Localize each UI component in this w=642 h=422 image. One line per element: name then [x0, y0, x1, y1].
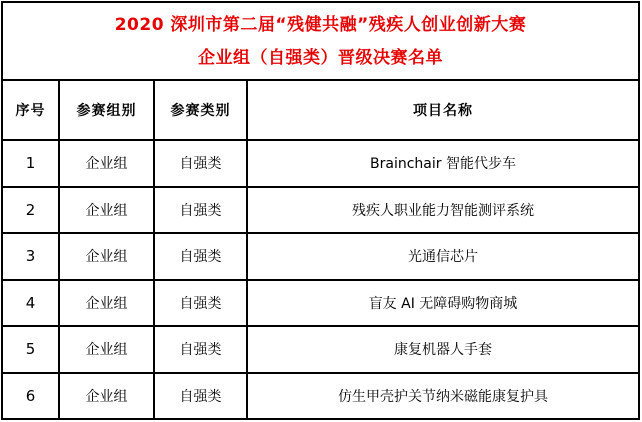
cell-category: 自强类 [154, 326, 247, 373]
col-header-category: 参赛类别 [154, 80, 247, 140]
cell-category: 自强类 [154, 373, 247, 420]
table-row [2, 280, 639, 327]
col-header-project: 项目名称 [247, 80, 639, 140]
table-row [2, 233, 639, 280]
cell-project: 康复机器人手套 [247, 326, 639, 373]
cell-category: 自强类 [154, 233, 247, 280]
cell-group: 企业组 [59, 140, 154, 187]
title-row [2, 2, 639, 80]
cell-seq: 3 [2, 233, 59, 280]
cell-group: 企业组 [59, 373, 154, 420]
col-header-group: 参赛组别 [59, 80, 154, 140]
cell-seq: 4 [2, 280, 59, 327]
cell-group: 企业组 [59, 233, 154, 280]
cell-project: 仿生甲壳护关节纳米磁能康复护具 [247, 373, 639, 420]
table-row [2, 326, 639, 373]
header-row [2, 80, 639, 140]
cell-seq: 1 [2, 140, 59, 187]
cell-category: 自强类 [154, 280, 247, 327]
cell-seq: 6 [2, 373, 59, 420]
finalist-table [1, 1, 640, 420]
cell-project: 残疾人职业能力智能测评系统 [247, 187, 639, 234]
table-row [2, 373, 639, 420]
title-line-1: 2020 深圳市第二届“残健共融”残疾人创业创新大赛 [114, 15, 527, 35]
title-line-2: 企业组（自强类）晋级决赛名单 [198, 48, 443, 68]
cell-seq: 2 [2, 187, 59, 234]
cell-category: 自强类 [154, 140, 247, 187]
cell-seq: 5 [2, 326, 59, 373]
table-row [2, 187, 639, 234]
cell-group: 企业组 [59, 187, 154, 234]
cell-group: 企业组 [59, 326, 154, 373]
table-row [2, 140, 639, 187]
col-header-seq: 序号 [2, 80, 59, 140]
cell-project: 盲友 AI 无障碍购物商城 [247, 280, 639, 327]
cell-category: 自强类 [154, 187, 247, 234]
cell-group: 企业组 [59, 280, 154, 327]
table-title-cell [2, 2, 639, 80]
cell-project: Brainchair 智能代步车 [247, 140, 639, 187]
cell-project: 光通信芯片 [247, 233, 639, 280]
